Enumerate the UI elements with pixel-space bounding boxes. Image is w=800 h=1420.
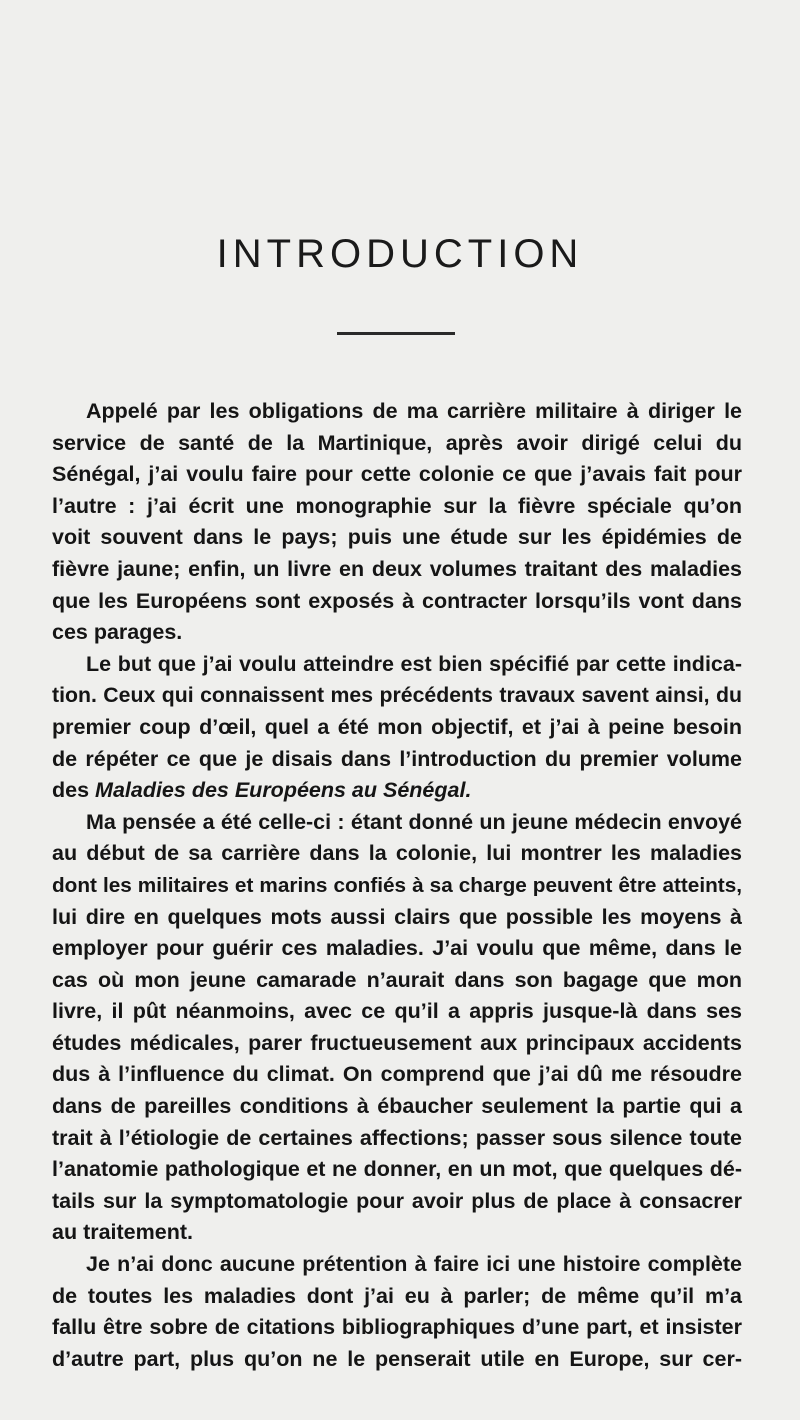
text-line: études médicales, parer fructueusement aux principaux accidents xyxy=(52,1030,742,1055)
text-line: au traitement. xyxy=(52,1220,193,1245)
text-line: tion. Ceux qui connaissent mes précédents travaux savent ainsi, du xyxy=(52,683,742,708)
text-line: au début de sa carrière dans la colonie, lui montrer les maladies xyxy=(52,841,742,866)
text-line: de toutes les maladies dont j’ai eu à parler; de même qu’il m’a xyxy=(52,1283,742,1308)
text-line: tails sur la symptomatologie pour avoir plus de place à consacrer xyxy=(52,1188,742,1213)
text-line: premier coup d’œil, quel a été mon objectif, et j’ai à peine besoin xyxy=(52,714,742,739)
text-line: de répéter ce que je disais dans l’introduction du premier volume xyxy=(52,746,742,771)
text-line: employer pour guérir ces maladies. J’ai voulu que même, dans le xyxy=(52,936,742,961)
body-text xyxy=(52,396,742,1375)
text-line: cas où mon jeune camarade n’aurait dans son bagage que mon xyxy=(52,967,742,992)
book-title-italic: Maladies des Européens au Sénégal. xyxy=(95,778,472,803)
text-line: dus à l’influence du climat. On comprend que j’ai dû me résoudre xyxy=(52,1062,742,1087)
text-line: Sénégal, j’ai voulu faire pour cette colonie ce que j’avais fait pour xyxy=(52,462,742,487)
text-line: Appelé par les obligations de ma carrière militaire à diriger le xyxy=(86,399,742,423)
text-line: d’autre part, plus qu’on ne le penserait utile en Europe, sur cer- xyxy=(52,1346,742,1371)
text-line: trait à l’étiologie de certaines affections; passer sous silence toute xyxy=(52,1125,742,1150)
text-line-prefix: des xyxy=(52,778,96,803)
text-line: Ma pensée a été celle-ci : étant donné un jeune médecin envoyé xyxy=(86,809,742,834)
text-line: l’anatomie pathologique et ne donner, en un mot, que quelques dé- xyxy=(52,1157,742,1182)
text-line: Le but que j’ai voulu atteindre est bien spécifié par cette indica- xyxy=(86,651,742,676)
text-line: voit souvent dans le pays; puis une étude sur les épidémies de xyxy=(52,525,742,550)
text-line: fièvre jaune; enfin, un livre en deux volumes traitant des maladies xyxy=(52,556,742,581)
text-line: l’autre : j’ai écrit une monographie sur la fièvre spéciale qu’on xyxy=(52,493,742,518)
text-line: lui dire en quelques mots aussi clairs que possible les moyens à xyxy=(52,904,742,929)
title-divider xyxy=(337,332,455,335)
text-line: dont les militaires et marins confiés à sa charge peuvent être atteints, xyxy=(52,873,742,897)
text-line: ces parages. xyxy=(52,620,183,645)
page-title: INTRODUCTION xyxy=(216,232,584,276)
text-line: service de santé de la Martinique, après avoir dirigé celui du xyxy=(52,430,742,455)
text-line xyxy=(52,775,742,807)
text-line: que les Européens sont exposés à contracter lorsqu’ils vont dans xyxy=(52,588,742,613)
text-line: dans de pareilles conditions à ébaucher seulement la partie qui a xyxy=(52,1094,742,1119)
text-line: fallu être sobre de citations bibliographiques d’une part, et insister xyxy=(52,1315,742,1340)
text-line: livre, il pût néanmoins, avec ce qu’il a appris jusque-là dans ses xyxy=(52,999,742,1024)
text-line: Je n’ai donc aucune prétention à faire ici une histoire complète xyxy=(86,1252,742,1277)
